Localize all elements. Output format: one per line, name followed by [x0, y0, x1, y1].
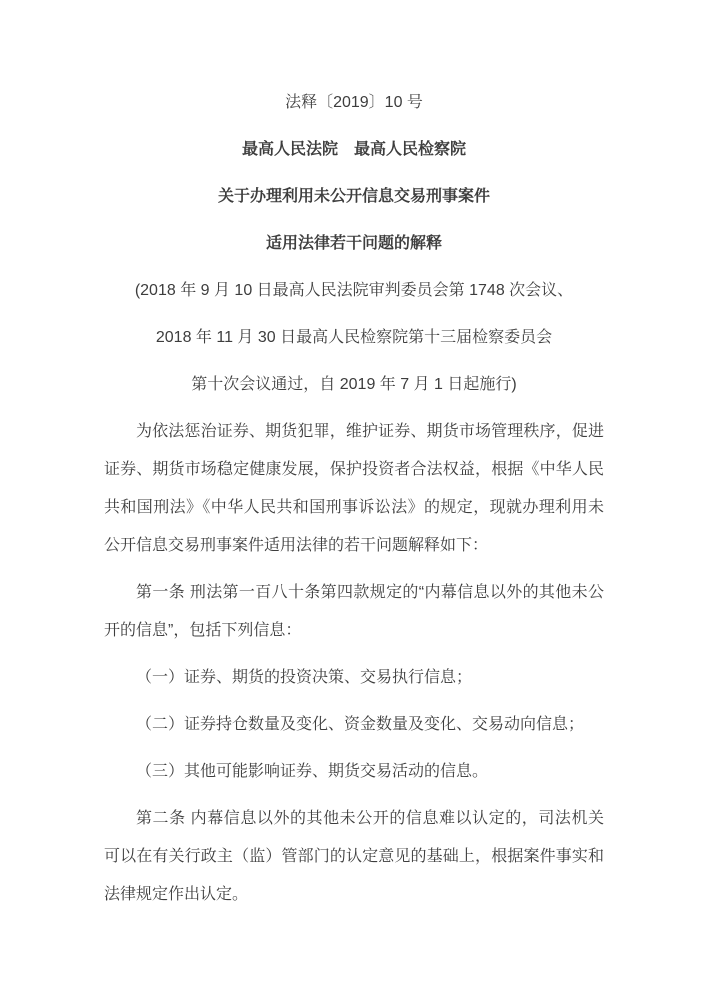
paragraph: 为依法惩治证券、期货犯罪，维护证券、期货市场管理秩序，促进证券、期货市场稳定健康发展，保护投资者合法权益，根据《中华人民共和国刑法》《中华人民共和国刑事诉讼法》的规定，现就办理利用未公开信息交易刑事案件适用法律的若干问题解释如下： — [104, 423, 604, 554]
document-body — [104, 413, 604, 914]
paragraph: （二）证券持仓数量及变化、资金数量及变化、交易动向信息； — [136, 716, 585, 733]
adoption-note-line-2: 2018 年 11 月 30 日最高人民检察院第十三届检察委员会 — [155, 329, 553, 346]
title-line-interpretation: 适用法律若干问题的解释 — [265, 235, 442, 252]
paragraph: （三）其他可能影响证券、期货交易活动的信息。 — [136, 763, 489, 780]
paragraph: 第一条 刑法第一百八十条第四款规定的“内幕信息以外的其他未公开的信息”，包括下列信息： — [104, 584, 604, 639]
title-line-subject: 关于办理利用未公开信息交易刑事案件 — [217, 188, 490, 205]
adoption-note-line-1: (2018 年 9 月 10 日最高人民法院审判委员会第 1748 次会议、 — [134, 282, 574, 299]
adoption-note-line-3: 第十次会议通过，自 2019 年 7 月 1 日起施行) — [191, 376, 517, 393]
doc-number: 法释〔2019〕10 号 — [285, 94, 423, 111]
paragraph: 第二条 内幕信息以外的其他未公开的信息难以认定的，司法机关可以在有关行政主（监）管部门的认定意见的基础上，根据案件事实和法律规定作出认定。 — [104, 810, 604, 903]
title-line-issuers: 最高人民法院 最高人民检察院 — [241, 141, 466, 158]
paragraph: （一）证券、期货的投资决策、交易执行信息； — [136, 669, 473, 686]
